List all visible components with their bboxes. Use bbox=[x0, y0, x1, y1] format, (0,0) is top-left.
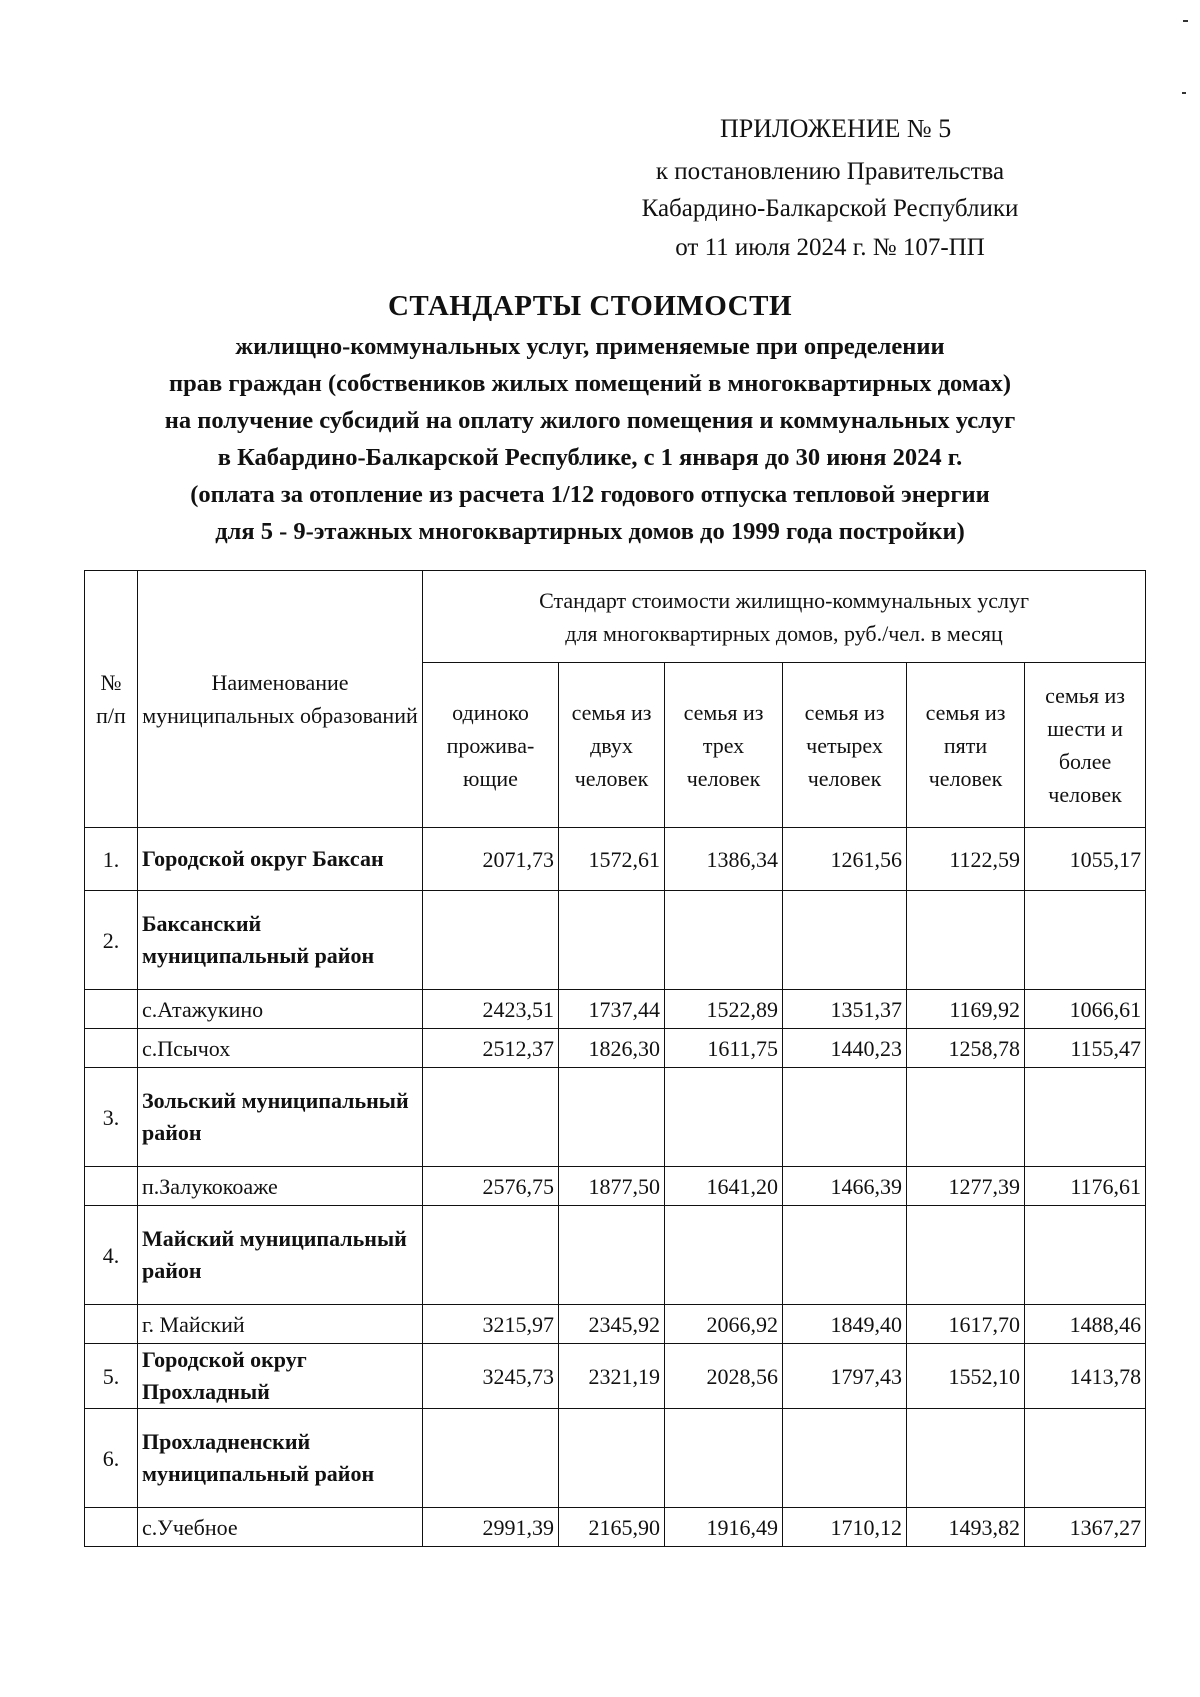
cost-value bbox=[423, 1206, 559, 1305]
cost-value bbox=[559, 891, 665, 990]
cost-value: 1710,12 bbox=[783, 1508, 907, 1547]
subtitle-line: жилищно-коммунальных услуг, применяемые при определении bbox=[235, 333, 945, 360]
cost-value: 1261,56 bbox=[783, 828, 907, 891]
cost-value bbox=[907, 1068, 1025, 1167]
cost-value: 1277,39 bbox=[907, 1167, 1025, 1206]
municipality-name: Городской округ Прохладный bbox=[138, 1344, 423, 1409]
cost-value bbox=[665, 1206, 783, 1305]
cost-value: 1611,75 bbox=[665, 1029, 783, 1068]
table-row bbox=[85, 1068, 1146, 1167]
row-number: 4. bbox=[85, 1206, 138, 1305]
row-number: 6. bbox=[85, 1409, 138, 1508]
cost-value bbox=[1025, 1409, 1146, 1508]
cost-value: 1176,61 bbox=[1025, 1167, 1146, 1206]
cost-value bbox=[423, 1409, 559, 1508]
row-number bbox=[85, 1029, 138, 1068]
municipality-name: Майский муниципальный район bbox=[138, 1206, 423, 1305]
municipality-name: Баксанский муниципальный район bbox=[138, 891, 423, 990]
cost-value bbox=[1025, 891, 1146, 990]
table-row bbox=[85, 1305, 1146, 1344]
header-col: семья из четырех человек bbox=[783, 663, 907, 828]
table-row bbox=[85, 1029, 1146, 1068]
cost-value: 1351,37 bbox=[783, 990, 907, 1029]
municipality-name: с.Учебное bbox=[138, 1508, 423, 1547]
cost-value: 1737,44 bbox=[559, 990, 665, 1029]
row-number bbox=[85, 1305, 138, 1344]
cost-value: 1522,89 bbox=[665, 990, 783, 1029]
cost-value bbox=[783, 1068, 907, 1167]
subtitle-line: прав граждан (собствеников жилых помещений в многоквартирных домах) bbox=[168, 370, 1012, 397]
cost-value bbox=[423, 891, 559, 990]
cost-value bbox=[1025, 1068, 1146, 1167]
cost-value: 1493,82 bbox=[907, 1508, 1025, 1547]
cost-value: 3245,73 bbox=[423, 1344, 559, 1409]
cost-value: 2165,90 bbox=[559, 1508, 665, 1547]
scan-mark bbox=[1183, 20, 1188, 22]
header-group-line: Стандарт стоимости жилищно-коммунальных услуг bbox=[539, 587, 1029, 613]
appendix-line: от 11 июля 2024 г. № 107-ПП bbox=[675, 234, 985, 261]
table-body bbox=[85, 828, 1146, 1547]
header-group-line: для многоквартирных домов, руб./чел. в месяц bbox=[565, 620, 1003, 646]
cost-value: 1466,39 bbox=[783, 1167, 907, 1206]
appendix-line: к постановлению Правительства bbox=[655, 158, 1005, 185]
cost-value bbox=[665, 891, 783, 990]
municipality-name: г. Майский bbox=[138, 1305, 423, 1344]
cost-value: 2576,75 bbox=[423, 1167, 559, 1206]
row-number: 3. bbox=[85, 1068, 138, 1167]
cost-value: 1122,59 bbox=[907, 828, 1025, 891]
municipality-name: с.Псычох bbox=[138, 1029, 423, 1068]
municipality-name: Прохладненский муниципальный район bbox=[138, 1409, 423, 1508]
cost-value: 1155,47 bbox=[1025, 1029, 1146, 1068]
cost-value: 1877,50 bbox=[559, 1167, 665, 1206]
municipality-name: п.Залукокоаже bbox=[138, 1167, 423, 1206]
subtitle-line: (оплата за отопление из расчета 1/12 годового отпуска тепловой энергии bbox=[190, 481, 990, 508]
cost-value bbox=[559, 1206, 665, 1305]
cost-value: 1797,43 bbox=[783, 1344, 907, 1409]
cost-value: 1849,40 bbox=[783, 1305, 907, 1344]
row-number: 1. bbox=[85, 828, 138, 891]
row-number: 2. bbox=[85, 891, 138, 990]
cost-value bbox=[665, 1068, 783, 1167]
appendix-line: Кабардино-Балкарской Республики bbox=[641, 195, 1019, 222]
cost-value bbox=[559, 1409, 665, 1508]
header-num: № п/п bbox=[85, 571, 138, 828]
cost-value: 1617,70 bbox=[907, 1305, 1025, 1344]
cost-value bbox=[783, 1409, 907, 1508]
cost-value: 1916,49 bbox=[665, 1508, 783, 1547]
subtitle-line: в Кабардино-Балкарской Республике, с 1 января до 30 июня 2024 г. bbox=[217, 444, 963, 471]
cost-value bbox=[783, 1206, 907, 1305]
header-name: Наименование муниципальных образований bbox=[138, 571, 423, 828]
header-group bbox=[423, 571, 1146, 663]
table-row bbox=[85, 990, 1146, 1029]
row-number bbox=[85, 1167, 138, 1206]
cost-value: 1641,20 bbox=[665, 1167, 783, 1206]
cost-value: 1488,46 bbox=[1025, 1305, 1146, 1344]
cost-value: 2321,19 bbox=[559, 1344, 665, 1409]
cost-value bbox=[783, 891, 907, 990]
cost-value: 2066,92 bbox=[665, 1305, 783, 1344]
cost-value: 2345,92 bbox=[559, 1305, 665, 1344]
cost-value bbox=[559, 1068, 665, 1167]
table-row bbox=[85, 1508, 1146, 1547]
row-number bbox=[85, 990, 138, 1029]
cost-value: 1258,78 bbox=[907, 1029, 1025, 1068]
cost-value: 2071,73 bbox=[423, 828, 559, 891]
cost-value: 2028,56 bbox=[665, 1344, 783, 1409]
cost-value bbox=[423, 1068, 559, 1167]
cost-value: 1413,78 bbox=[1025, 1344, 1146, 1409]
header-col: одиноко проживa-ющие bbox=[423, 663, 559, 828]
header-col: семья из шести и более человек bbox=[1025, 663, 1146, 828]
header-col: семья из двух человек bbox=[559, 663, 665, 828]
municipality-name: Зольский муниципальный район bbox=[138, 1068, 423, 1167]
table-row bbox=[85, 1344, 1146, 1409]
cost-value bbox=[1025, 1206, 1146, 1305]
cost-value: 2423,51 bbox=[423, 990, 559, 1029]
scan-mark bbox=[1182, 92, 1186, 94]
appendix-heading: ПРИЛОЖЕНИЕ № 5 bbox=[720, 114, 952, 143]
cost-value: 1572,61 bbox=[559, 828, 665, 891]
cost-value: 1552,10 bbox=[907, 1344, 1025, 1409]
cost-value bbox=[907, 1409, 1025, 1508]
cost-value bbox=[665, 1409, 783, 1508]
municipality-name: Городской округ Баксан bbox=[138, 828, 423, 891]
cost-standards-table bbox=[84, 570, 1146, 1547]
subtitle-line: для 5 - 9-этажных многоквартирных домов до 1999 года постройки) bbox=[215, 518, 965, 545]
cost-value: 3215,97 bbox=[423, 1305, 559, 1344]
cost-value: 1386,34 bbox=[665, 828, 783, 891]
cost-value: 1055,17 bbox=[1025, 828, 1146, 891]
cost-value bbox=[907, 1206, 1025, 1305]
document-title: СТАНДАРТЫ СТОИМОСТИ bbox=[387, 290, 793, 322]
cost-value: 1367,27 bbox=[1025, 1508, 1146, 1547]
cost-value: 1826,30 bbox=[559, 1029, 665, 1068]
table-row bbox=[85, 828, 1146, 891]
cost-value: 1169,92 bbox=[907, 990, 1025, 1029]
table-row bbox=[85, 891, 1146, 990]
cost-value: 2512,37 bbox=[423, 1029, 559, 1068]
cost-value: 2991,39 bbox=[423, 1508, 559, 1547]
header-col: семья из трех человек bbox=[665, 663, 783, 828]
row-number bbox=[85, 1508, 138, 1547]
table-row bbox=[85, 1206, 1146, 1305]
cost-value: 1066,61 bbox=[1025, 990, 1146, 1029]
subtitle-line: на получение субсидий на оплату жилого помещения и коммунальных услуг bbox=[164, 407, 1016, 434]
table-row bbox=[85, 1167, 1146, 1206]
row-number: 5. bbox=[85, 1344, 138, 1409]
cost-value bbox=[907, 891, 1025, 990]
municipality-name: с.Атажукино bbox=[138, 990, 423, 1029]
table-row bbox=[85, 1409, 1146, 1508]
header-col: семья из пяти человек bbox=[907, 663, 1025, 828]
cost-value: 1440,23 bbox=[783, 1029, 907, 1068]
